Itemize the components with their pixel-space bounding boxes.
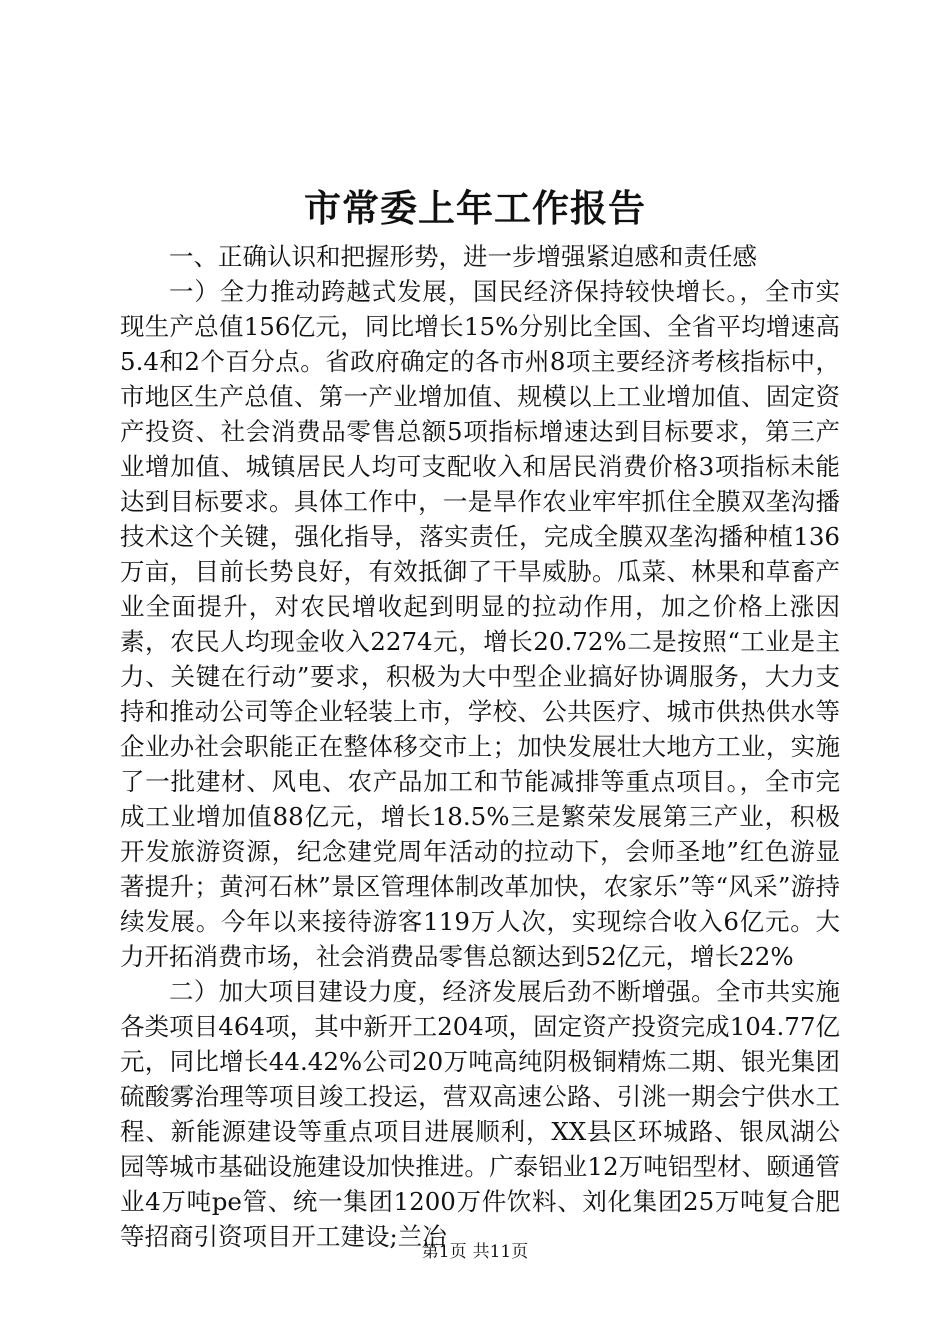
section-heading: 一、正确认识和把握形势，进一步增强紧迫感和责任感 [169, 242, 757, 271]
page-footer [0, 1240, 950, 1264]
body-paragraph: 二）加大项目建设力度，经济发展后劲不断增强。全市共实施各类项目464项，其中新开工204项，固定资产投资完成104.77亿元，同比增长44.42%公司20万吨高纯阴极铜精炼二期、银光集团硫酸雾治理等项目竣工投运，营双高速公路、引洮一期会宁供水工程、新能源建设等重点项目进展顺利，XX县区环城路、银凤湖公园等城市基础设施建设加快推进。广泰铝业12万吨铝型材、颐通管业4万吨pe管、统一集团1200万件饮料、刘化集团25万吨复合肥等招商引资项目开工建设;兰冶 [120, 977, 840, 1251]
document-title: 市常委上年工作报告 [304, 186, 646, 230]
page-number: 第1页 [421, 1242, 467, 1262]
document-body [120, 239, 840, 1254]
page-total: 共11页 [472, 1242, 529, 1262]
body-paragraph: 一）全力推动跨越式发展，国民经济保持较快增长。，全市实现生产总值156亿元，同比增长15%分别比全国、全省平均增速高5.4和2个百分点。省政府确定的各市州8项主要经济考核指标中，市地区生产总值、第一产业增加值、规模以上工业增加值、固定资产投资、社会消费品零售总额5项指标增速达到目标要求，第三产业增加值、城镇居民人均可支配收入和居民消费价格3项指标未能达到目标要求。具体工作中，一是旱作农业牢牢抓住全膜双垄沟播技术这个关键，强化指导，落实责任，完成全膜双垄沟播种植136万亩，目前长势良好，有效抵御了干旱威胁。瓜菜、林果和草畜产业全面提升，对农民增收起到明显的拉动作用，加之价格上涨因素，农民人均现金收入2274元，增长20.72%二是按照“工业是主力、关键在行动”要求，积极为大中型企业搞好协调服务，大力支持和推动公司等企业轻装上市，学校、公共医疗、城市供热供水等企业办社会职能正在整体移交市上；加快发展壮大地方工业，实施了一批建材、风电、农产品加工和节能减排等重点项目。，全市完成工业增加值88亿元，增长18.5%三是繁荣发展第三产业，积极开发旅游资源，纪念建党周年活动的拉动下，会师圣地”红色游显著提升；黄河石林”景区管理体制改革加快，农家乐”等“风采”游持续发展。今年以来接待游客119万人次，实现综合收入6亿元。大力开拓消费市场，社会消费品零售总额达到52亿元，增长22% [120, 277, 840, 971]
